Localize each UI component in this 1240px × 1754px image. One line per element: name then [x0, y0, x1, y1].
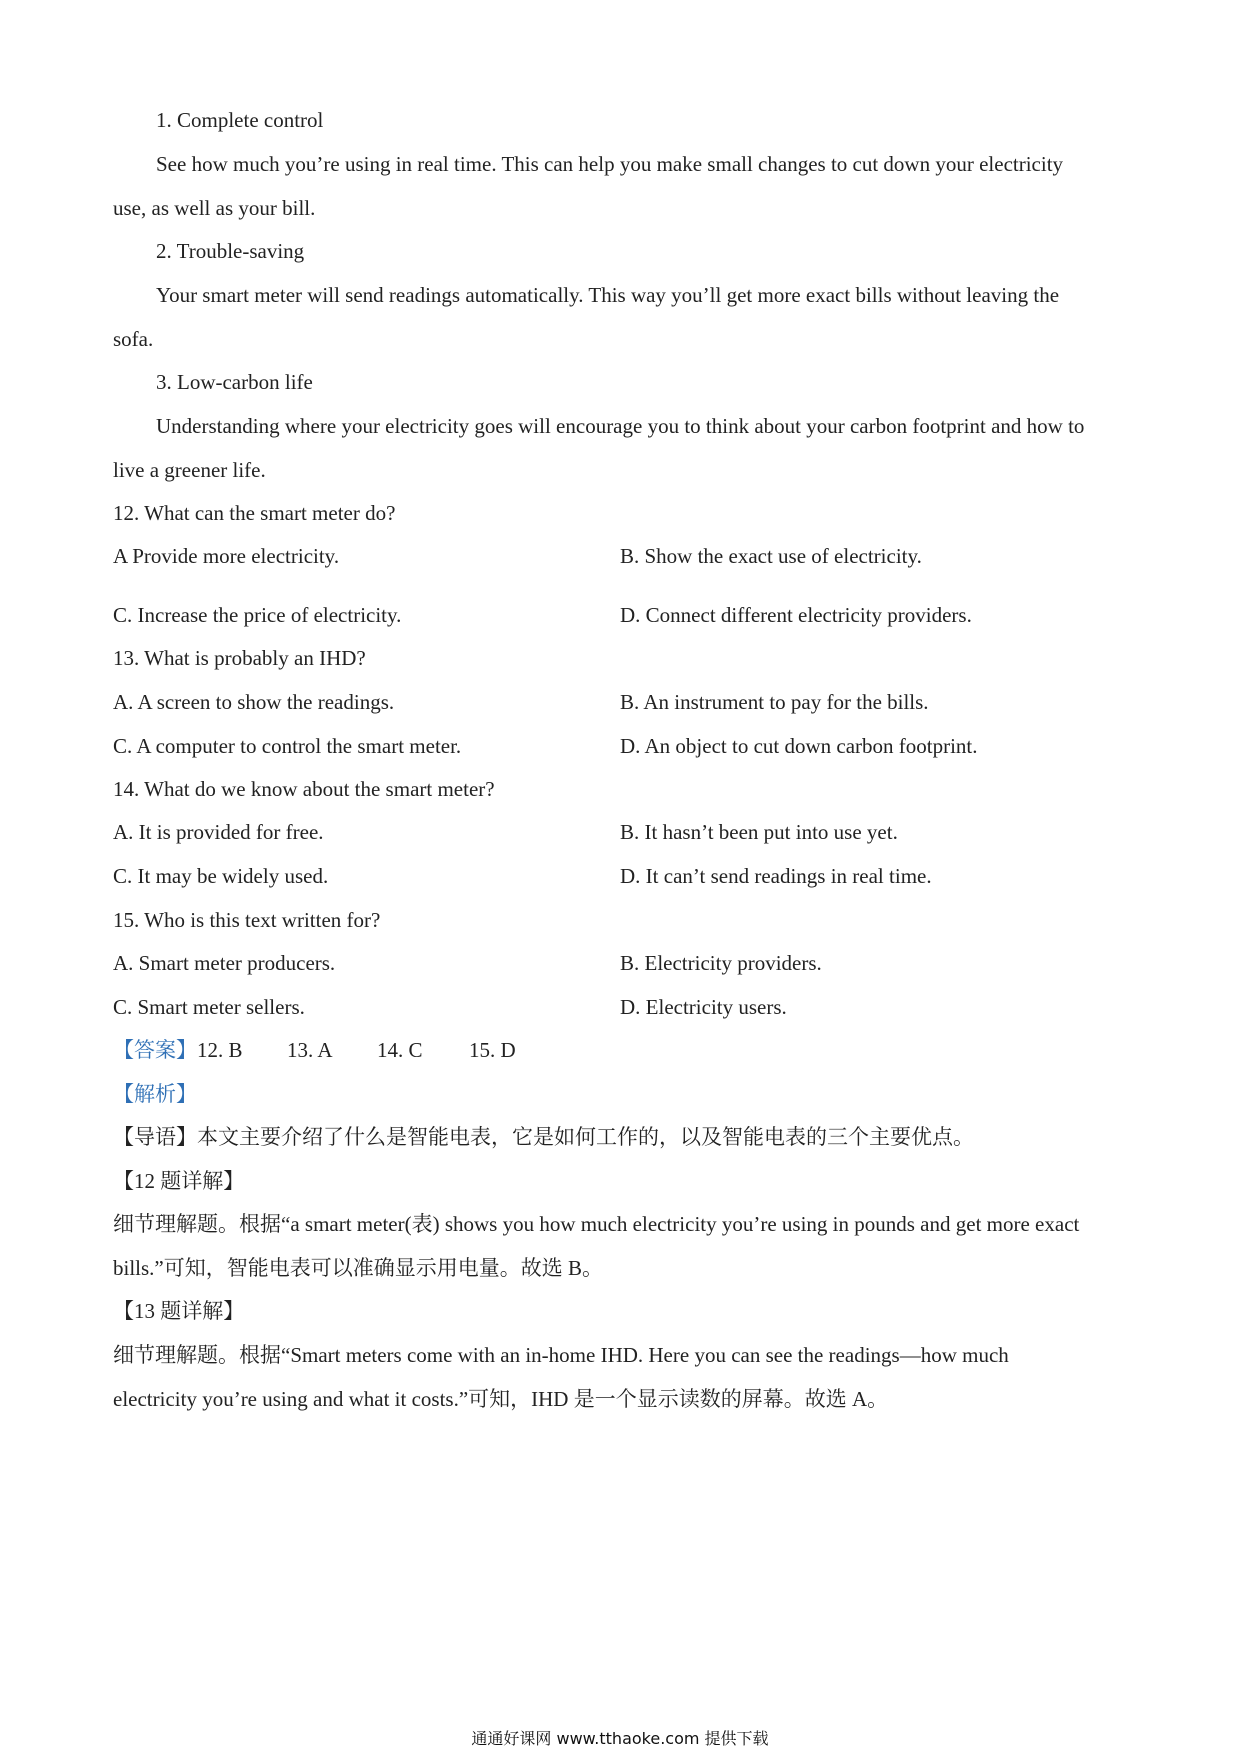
option-c: C. Smart meter sellers.	[113, 995, 305, 1019]
answer-item: 14. C	[377, 1038, 423, 1062]
q12-detail-heading: 【12 题详解】	[113, 1169, 245, 1193]
question-stem: 12. What can the smart meter do?	[113, 501, 396, 525]
analysis-intro: 【导语】本文主要介绍了什么是智能电表，它是如何工作的，以及智能电表的三个主要优点。	[113, 1125, 974, 1149]
q13-detail-text: 细节理解题。根据“Smart meters come with an in-home IHD. Here you can see the readings—how much	[113, 1343, 1009, 1367]
answer-line	[113, 1036, 516, 1064]
question-stem: 14. What do we know about the smart meter?	[113, 777, 495, 801]
answer-label: 【答案】	[113, 1038, 197, 1062]
option-b: B. It hasn’t been put into use yet.	[620, 820, 898, 844]
passage-text: Understanding where your electricity goes will encourage you to think about your carbon footprint and how to	[156, 414, 1085, 438]
option-d: D. It can’t send readings in real time.	[620, 864, 932, 888]
passage-text: use, as well as your bill.	[113, 196, 316, 220]
option-a: A. Smart meter producers.	[113, 951, 336, 975]
passage-heading-2: 2. Trouble-saving	[156, 239, 305, 263]
question-stem: 13. What is probably an IHD?	[113, 646, 366, 670]
question-stem: 15. Who is this text written for?	[113, 908, 381, 932]
option-b: B. An instrument to pay for the bills.	[620, 690, 929, 714]
answer-item: 13. A	[287, 1038, 333, 1062]
option-a: A. It is provided for free.	[113, 820, 324, 844]
option-d: D. Electricity users.	[620, 995, 787, 1019]
passage-text: See how much you’re using in real time. This can help you make small changes to cut down your electricity	[156, 152, 1064, 176]
analysis-label: 【解析】	[113, 1082, 197, 1106]
option-c: C. A computer to control the smart meter.	[113, 734, 462, 758]
passage-heading-1: 1. Complete control	[156, 108, 324, 132]
option-c: C. It may be widely used.	[113, 864, 329, 888]
passage-heading-3: 3. Low-carbon life	[156, 370, 313, 394]
option-d: D. Connect different electricity providers.	[620, 603, 972, 627]
option-d: D. An object to cut down carbon footprint.	[620, 734, 978, 758]
option-a: A Provide more electricity.	[113, 544, 340, 568]
page-footer: 通通好课网 www.tthaoke.com 提供下载	[471, 1729, 769, 1748]
option-a: A. A screen to show the readings.	[113, 690, 395, 714]
q12-detail-text: bills.”可知，智能电表可以准确显示用电量。故选 B。	[113, 1256, 604, 1280]
passage-text: Your smart meter will send readings automatically. This way you’ll get more exact bills without leaving the	[156, 283, 1060, 307]
option-b: B. Show the exact use of electricity.	[620, 544, 922, 568]
answer-item: 15. D	[469, 1038, 516, 1062]
q13-detail-heading: 【13 题详解】	[113, 1299, 245, 1323]
option-c: C. Increase the price of electricity.	[113, 603, 402, 627]
passage-text: live a greener life.	[113, 458, 266, 482]
q12-detail-text: 细节理解题。根据“a smart meter(表) shows you how much electricity you’re using in pounds and get more exact	[113, 1212, 1080, 1236]
answer-item: 12. B	[197, 1038, 243, 1062]
q13-detail-text: electricity you’re using and what it costs.”可知，IHD 是一个显示读数的屏幕。故选 A。	[113, 1387, 889, 1411]
option-b: B. Electricity providers.	[620, 951, 822, 975]
passage-text: sofa.	[113, 327, 154, 351]
